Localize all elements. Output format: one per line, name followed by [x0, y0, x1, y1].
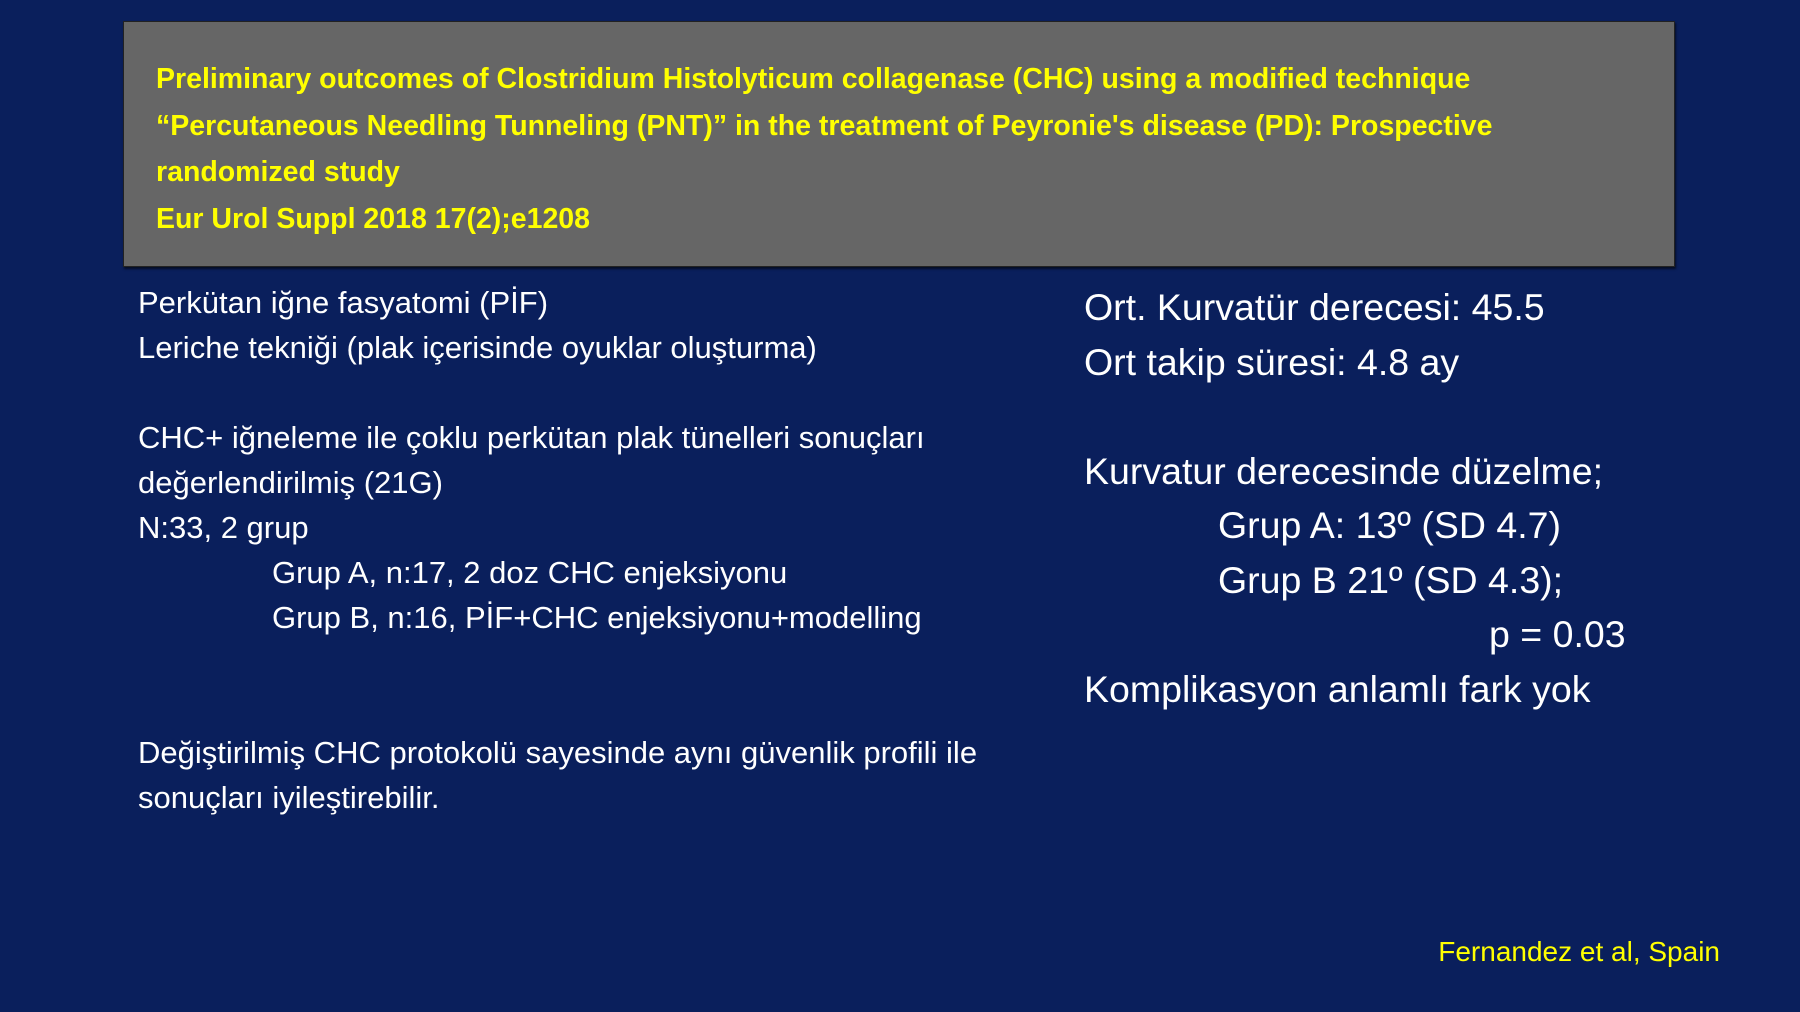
method-line: Perkütan iğne fasyatomi (PİF) — [138, 285, 549, 320]
mean-followup: Ort takip süresi: 4.8 ay — [1084, 340, 1460, 383]
conclusion-line: Değiştirilmiş CHC protokolü sayesinde aynı güvenlik profili ile — [138, 735, 978, 770]
conclusion-line: sonuçları iyileştirebilir. — [138, 780, 440, 815]
group-a-result: Grup A: 13º (SD 4.7) — [1218, 504, 1562, 546]
spacer — [138, 370, 1078, 415]
reference-title — [156, 56, 1656, 242]
reference-title-box — [123, 21, 1675, 267]
spacer — [1084, 389, 1704, 444]
study-line: değerlendirilmiş (21G) — [138, 465, 443, 500]
complication-result: Komplikasyon anlamlı fark yok — [1084, 667, 1591, 710]
methods-column — [138, 280, 1078, 820]
group-b-description: Grup B, n:16, PİF+CHC enjeksiyonu+modelling — [272, 600, 922, 635]
improvement-heading: Kurvatur derecesinde düzelme; — [1084, 449, 1604, 492]
spacer — [138, 640, 1078, 730]
sample-size: N:33, 2 grup — [138, 510, 309, 545]
mean-curvature: Ort. Kurvatür derecesi: 45.5 — [1084, 286, 1545, 328]
method-line: Leriche tekniği (plak içerisinde oyuklar oluşturma) — [138, 330, 817, 365]
citation-line: Eur Urol Suppl 2018 17(2);e1208 — [156, 202, 591, 235]
title-line: Preliminary outcomes of Clostridium Histolyticum collagenase (CHC) using a modified technique — [156, 63, 1471, 95]
results-column — [1084, 280, 1704, 716]
group-a-description: Grup A, n:17, 2 doz CHC enjeksiyonu — [272, 555, 788, 590]
title-line: randomized study — [156, 156, 400, 188]
author-credit: Fernandez et al, Spain — [1438, 936, 1720, 967]
p-value: p = 0.03 — [1489, 613, 1626, 655]
title-line: “Percutaneous Needling Tunneling (PNT)” in the treatment of Peyronie's disease (PD): Prospective — [156, 109, 1493, 142]
group-b-result: Grup B 21º (SD 4.3); — [1218, 558, 1564, 601]
study-line: CHC+ iğneleme ile çoklu perkütan plak tünelleri sonuçları — [138, 420, 925, 455]
